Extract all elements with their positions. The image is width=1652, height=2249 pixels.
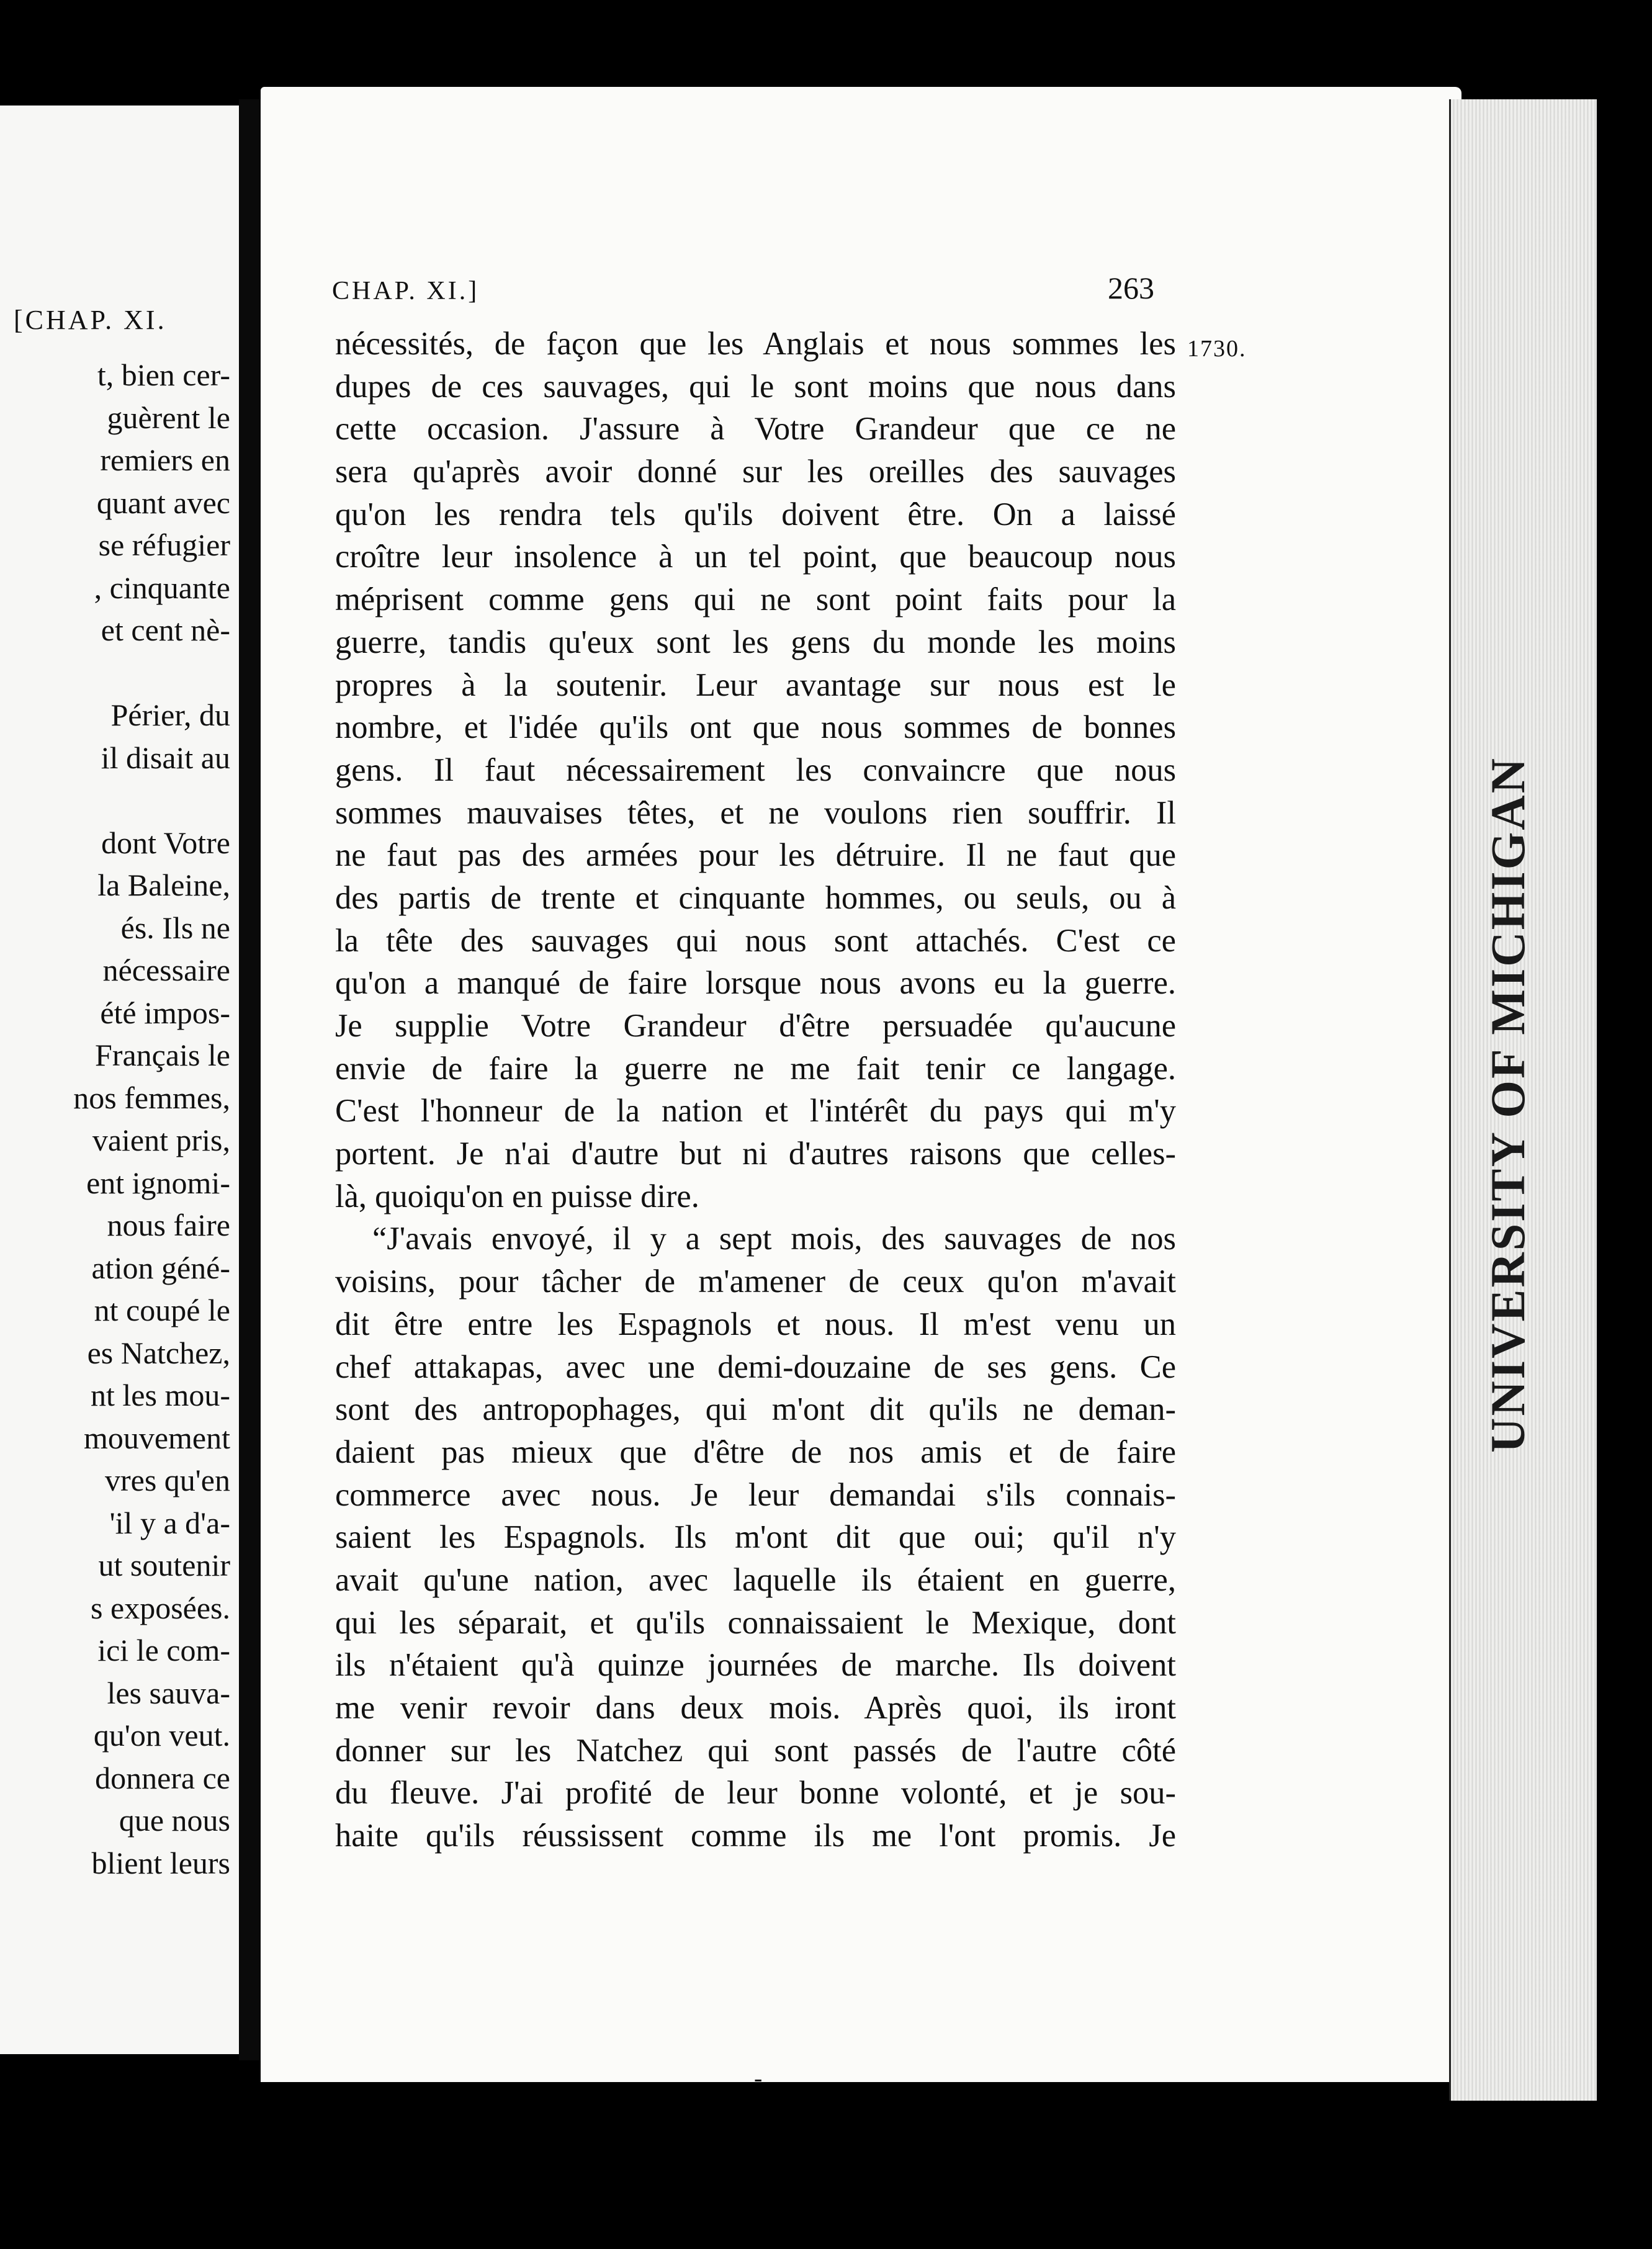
text-line: avait qu'une nation, avec laquelle ils étaient en guerre,	[335, 1561, 1176, 1598]
text-line: nt coupé le	[94, 1293, 230, 1327]
text-line: ent ignomi-	[86, 1165, 230, 1200]
text-line: la tête des sauvages qui nous sont attachés. C'est ce	[335, 922, 1176, 959]
text-line: sera qu'après avoir donné sur les oreilles des sauvages	[335, 454, 1176, 490]
text-line: s exposées.	[91, 1590, 230, 1625]
text-line: quant avec	[96, 485, 230, 520]
text-line: été impos-	[100, 995, 230, 1030]
text-line: ut soutenir	[98, 1548, 230, 1582]
text-line: là, quoiqu'on en puisse dire.	[335, 1178, 699, 1214]
bottom-mark: -	[754, 2064, 763, 2092]
running-head: CHAP. XI.]	[332, 277, 480, 305]
text-line: nombre, et l'idée qu'ils ont que nous sommes de bonnes	[335, 709, 1176, 746]
text-line: voisins, pour tâcher de m'amener de ceux qu'on m'avait	[335, 1264, 1176, 1300]
text-line: la Baleine,	[97, 868, 230, 902]
text-line: C'est l'honneur de la nation et l'intérêt du pays qui m'y	[335, 1093, 1176, 1129]
text-line: du fleuve. J'ai profité de leur bonne volonté, et je sou-	[335, 1775, 1176, 1811]
text-line: Français le	[95, 1038, 230, 1072]
text-line: sommes mauvaises têtes, et ne voulons rien souffrir. Il	[335, 794, 1176, 831]
text-line: saient les Espagnols. Ils m'ont dit que oui; qu'il n'y	[335, 1519, 1176, 1556]
text-line: nous faire	[107, 1208, 230, 1242]
left-page-text	[73, 354, 230, 1884]
text-line: guèrent le	[107, 400, 230, 435]
paragraph-2	[335, 1218, 1176, 1857]
text-line: et cent nè-	[101, 613, 230, 647]
text-line: vaient pris,	[92, 1123, 230, 1157]
text-line: cette occasion. J'assure à Votre Grandeur que ce ne	[335, 411, 1176, 447]
text-line: propres à la soutenir. Leur avantage sur nous est le	[335, 667, 1176, 703]
text-line: me venir revoir dans deux mois. Après quoi, ils iront	[335, 1690, 1176, 1726]
text-line	[73, 779, 230, 822]
text-line: dit être entre les Espagnols et nous. Il m'est venu un	[335, 1306, 1176, 1342]
text-line: nécessités, de façon que les Anglais et nous sommes les	[335, 326, 1176, 362]
text-line	[73, 652, 230, 694]
text-line: qu'on a manqué de faire lorsque nous avons eu la guerre.	[335, 965, 1176, 1002]
text-line: Périer, du	[110, 698, 230, 732]
margin-year: 1730.	[1187, 336, 1247, 362]
text-line: commerce avec nous. Je leur demandai s'ils connais-	[335, 1476, 1176, 1513]
text-line: , cinquante	[94, 570, 230, 605]
library-stamp: UNIVERSITY OF MICHIGAN	[1481, 756, 1535, 1453]
text-line: dupes de ces sauvages, qui le sont moins que nous dans	[335, 368, 1176, 405]
text-line: nécessaire	[102, 953, 230, 987]
text-line: Je supplie Votre Grandeur d'être persuadée qu'aucune	[335, 1008, 1176, 1044]
text-line: blient leurs	[91, 1845, 230, 1880]
book-gutter	[239, 99, 264, 2060]
text-line: gens. Il faut nécessairement les convaincre que nous	[335, 752, 1176, 788]
text-line: és. Ils ne	[120, 910, 230, 945]
text-line: il disait au	[101, 740, 230, 775]
text-line: dont Votre	[101, 825, 230, 860]
text-line: haite qu'ils réussissent comme ils me l'ont promis. Je	[335, 1818, 1176, 1854]
page-number: 263	[1108, 271, 1154, 305]
paragraph-1	[335, 323, 1176, 1218]
text-line: les sauva-	[107, 1675, 230, 1710]
text-line: ils n'étaient qu'à quinze journées de marche. Ils doivent	[335, 1647, 1176, 1684]
left-page	[0, 105, 239, 2054]
text-line: qu'on les rendra tels qu'ils doivent être. On a laissé	[335, 496, 1176, 532]
text-line: des partis de trente et cinquante hommes, ou seuls, ou à	[335, 879, 1176, 916]
text-line: guerre, tandis qu'eux sont les gens du monde les moins	[335, 624, 1176, 660]
text-line: qui les séparait, et qu'ils connaissaient le Mexique, dont	[335, 1604, 1176, 1641]
text-line: remiers en	[100, 442, 230, 477]
text-line: ation géné-	[91, 1250, 230, 1285]
text-line: vres qu'en	[104, 1463, 230, 1497]
left-running-head: [CHAP. XI.	[14, 305, 167, 335]
text-line: nt les mou-	[91, 1378, 230, 1412]
text-line: croître leur insolence à un tel point, que beaucoup nous	[335, 539, 1176, 575]
text-line: donner sur les Natchez qui sont passés de l'autre côté	[335, 1732, 1176, 1769]
text-line: t, bien cer-	[97, 357, 230, 392]
text-line: donnera ce	[95, 1760, 230, 1795]
text-line: chef attakapas, avec une demi-douzaine de ses gens. Ce	[335, 1349, 1176, 1385]
text-line: méprisent comme gens qui ne sont point faits pour la	[335, 581, 1176, 618]
text-line: qu'on veut.	[93, 1718, 230, 1753]
text-line: mouvement	[83, 1420, 230, 1455]
text-line: se réfugier	[98, 527, 230, 562]
text-line: que nous	[119, 1803, 230, 1838]
text-line: es Natchez,	[87, 1335, 230, 1370]
body-text	[335, 323, 1176, 1857]
text-line: portent. Je n'ai d'autre but ni d'autres raisons que celles-	[335, 1136, 1176, 1172]
text-line: daient pas mieux que d'être de nos amis et de faire	[335, 1434, 1176, 1470]
text-line: ici le com-	[97, 1633, 230, 1668]
text-line: “J'avais envoyé, il y a sept mois, des sauvages de nos	[372, 1221, 1176, 1257]
text-line: sont des antropophages, qui m'ont dit qu'ils ne deman-	[335, 1391, 1176, 1428]
text-line: nos femmes,	[73, 1080, 230, 1115]
text-line: ne faut pas des armées pour les détruire. Il ne faut que	[335, 837, 1176, 874]
text-line: 'il y a d'a-	[109, 1505, 230, 1540]
text-line: envie de faire la guerre ne me fait tenir ce langage.	[335, 1050, 1176, 1087]
